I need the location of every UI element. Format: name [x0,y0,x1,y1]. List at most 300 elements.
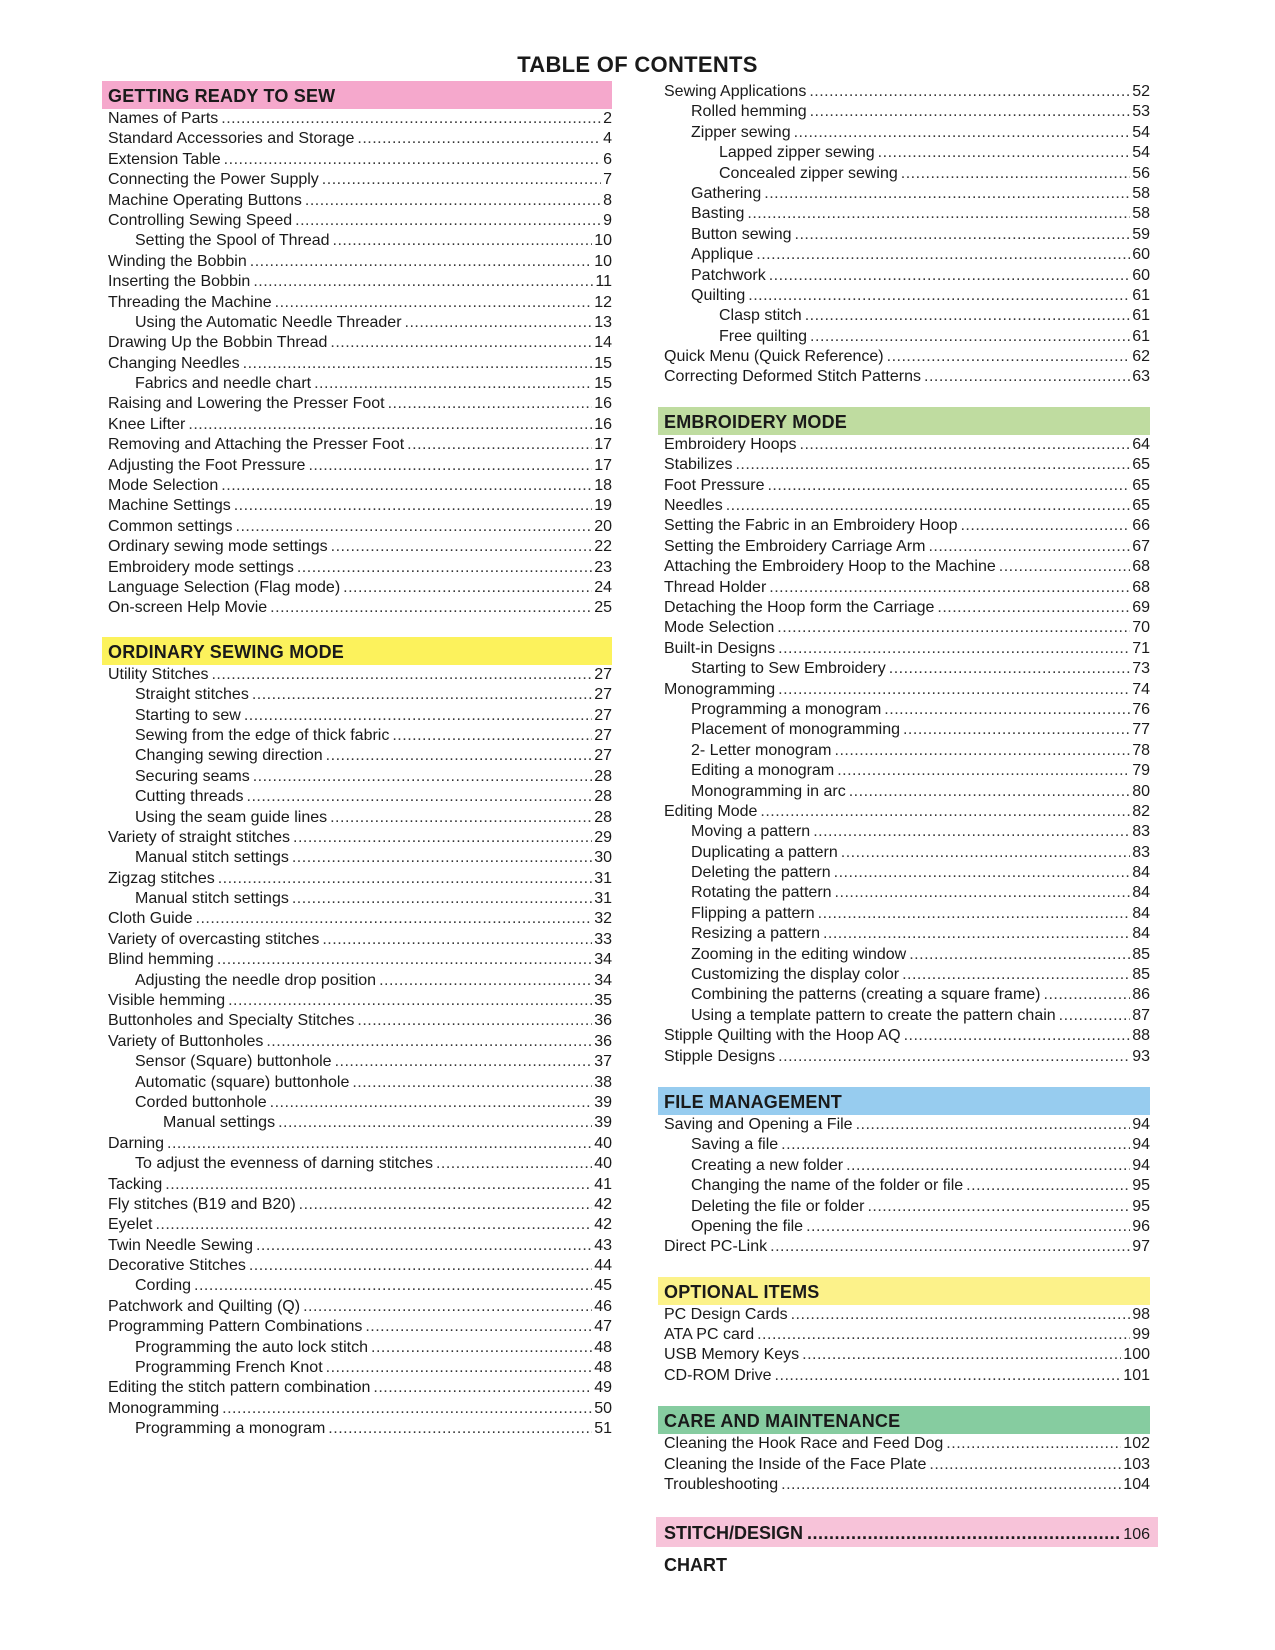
entry-title: Button sewing [691,225,792,243]
toc-entry[interactable] [108,950,612,970]
toc-entry[interactable] [664,82,1150,102]
toc-entry[interactable] [664,286,1150,306]
page-number: 68 [1132,578,1150,596]
toc-entry[interactable] [108,1399,612,1419]
dot-leader [297,558,592,578]
toc-entry[interactable] [108,1134,612,1154]
page-number: 87 [1132,1006,1150,1024]
dot-leader [813,822,1130,842]
section-heading: FILE MANAGEMENT [658,1087,1150,1115]
toc-right-column [664,82,1150,1576]
page-number: 29 [594,828,612,846]
toc-entry[interactable] [664,618,1150,638]
toc-entry[interactable] [664,1434,1150,1454]
entry-title: Common settings [108,517,233,535]
toc-entry[interactable] [108,706,612,726]
page-number: 36 [594,1012,612,1030]
entry-title: Setting the Spool of Thread [135,232,330,250]
entry-title: Standard Accessories and Storage [108,130,355,148]
dot-leader [867,1197,1130,1217]
entry-title: Sensor (Square) buttonhole [135,1053,332,1071]
toc-entry[interactable] [664,720,1150,740]
dot-leader [224,150,601,170]
toc-entry[interactable] [664,761,1150,781]
page-number: 20 [594,517,612,535]
toc-entry[interactable] [108,1073,612,1093]
entry-title: Fabrics and needle chart [135,375,312,393]
entry-title: Editing Mode [664,802,758,820]
page-number: 39 [594,1093,612,1111]
toc-entry[interactable] [108,685,612,705]
page-number: 48 [594,1338,612,1356]
toc-entry[interactable] [108,129,612,149]
entry-title: Stipple Designs [664,1047,776,1065]
toc-entry[interactable] [108,909,612,929]
dot-leader [764,184,1130,204]
page-number: 28 [594,808,612,826]
entry-title: Blind hemming [108,951,214,969]
dot-leader [791,1305,1131,1325]
toc-entry[interactable] [664,1237,1150,1257]
entry-title: 2- Letter monogram [691,741,832,759]
entry-title: Creating a new folder [691,1156,844,1174]
toc-entry[interactable] [108,456,612,476]
toc-entry[interactable] [664,843,1150,863]
toc-section-none [664,82,1150,388]
toc-entry[interactable] [664,476,1150,496]
toc-entry[interactable] [664,741,1150,761]
entry-title: Programming a monogram [135,1420,326,1438]
dot-leader [299,1195,593,1215]
toc-entry[interactable] [108,333,612,353]
entry-title: Language Selection (Flag mode) [108,578,341,596]
dot-leader [165,1175,592,1195]
toc-entry[interactable] [664,680,1150,700]
dot-leader [322,170,601,190]
entry-title: Troubleshooting [664,1476,779,1494]
entry-title: Starting to Sew Embroidery [691,660,886,678]
dot-leader [810,327,1130,347]
entry-title: Patchwork and Quilting (Q) [108,1297,301,1315]
page-number: 22 [594,538,612,556]
entry-title: Correcting Deformed Stitch Patterns [664,368,921,386]
dot-leader [373,1378,592,1398]
toc-entry[interactable] [108,1154,612,1174]
dot-leader [188,415,592,435]
dot-leader [769,266,1131,286]
dot-leader [331,537,593,557]
toc-entry[interactable] [664,1345,1150,1365]
toc-section-optional [664,1277,1150,1387]
toc-entry[interactable] [108,394,612,414]
toc-entry[interactable] [108,1011,612,1031]
entry-title: Deleting the file or folder [691,1197,865,1215]
entry-title: Editing a monogram [691,762,835,780]
dot-leader [837,761,1130,781]
page-number: 94 [1132,1115,1150,1133]
toc-entry[interactable] [108,252,612,272]
page-number: 80 [1132,782,1150,800]
toc-entry[interactable] [664,327,1150,347]
toc-entry[interactable] [664,367,1150,387]
page-number: 102 [1123,1435,1150,1453]
toc-entry[interactable] [108,1317,612,1337]
toc-entry[interactable] [108,1195,612,1215]
dot-leader [335,1052,593,1072]
toc-entry[interactable] [664,965,1150,985]
toc-entry[interactable] [108,476,612,496]
section-gap [108,619,612,637]
toc-entry[interactable] [664,1026,1150,1046]
toc-entry[interactable] [108,1215,612,1235]
page-number: 50 [594,1399,612,1417]
toc-entry[interactable] [664,598,1150,618]
page-number: 77 [1132,721,1150,739]
page-number: 69 [1132,598,1150,616]
entry-title: Lapped zipper sewing [719,144,875,162]
toc-entry[interactable] [664,455,1150,475]
entry-title: Drawing Up the Bobbin Thread [108,334,328,352]
toc-entry[interactable] [108,191,612,211]
page-number: 61 [1132,327,1150,345]
entry-title: Changing the name of the folder or file [691,1177,964,1195]
toc-entry[interactable] [108,293,612,313]
toc-entry[interactable] [108,1113,612,1133]
toc-entry[interactable] [664,102,1150,122]
entry-title: Inserting the Bobbin [108,273,251,291]
toc-entry[interactable] [108,848,612,868]
dot-leader [800,435,1131,455]
page-number: 17 [594,436,612,454]
entry-title: Concealed zipper sewing [719,164,898,182]
entry-title: Ordinary sewing mode settings [108,538,328,556]
page-number: 40 [594,1155,612,1173]
toc-entry[interactable] [108,150,612,170]
entry-title: Removing and Attaching the Presser Foot [108,436,405,454]
page-number: 19 [594,497,612,515]
dot-leader [222,1399,592,1419]
page-number: 18 [594,477,612,495]
page-number: 42 [594,1195,612,1213]
dot-leader [196,909,593,929]
page-number: 53 [1132,103,1150,121]
entry-title: Twin Needle Sewing [108,1236,253,1254]
entry-title: Darning [108,1134,165,1152]
page-number: 33 [594,930,612,948]
entry-title: Manual settings [163,1114,276,1132]
entry-title: Stabilizes [664,456,733,474]
toc-entry[interactable] [664,347,1150,367]
dot-leader [234,496,592,516]
toc-entry[interactable] [664,700,1150,720]
page-number: 101 [1123,1366,1150,1384]
toc-entry[interactable] [664,802,1150,822]
toc-entry[interactable] [108,1032,612,1052]
page-number: 37 [594,1053,612,1071]
toc-entry[interactable] [108,435,612,455]
page-number: 27 [594,747,612,765]
toc-entry[interactable] [664,659,1150,679]
dot-leader [794,123,1131,143]
toc-entry[interactable] [664,184,1150,204]
dot-leader [343,578,592,598]
toc-entry[interactable] [108,1236,612,1256]
entry-title: Monogramming [664,680,776,698]
dot-leader [236,517,593,537]
page-number: 84 [1132,884,1150,902]
dot-leader [846,1156,1130,1176]
dot-leader [856,1115,1131,1135]
toc-entry[interactable] [664,245,1150,265]
dot-leader [252,685,592,705]
toc-entry[interactable] [664,782,1150,802]
dot-leader [270,598,592,618]
toc-entry[interactable] [664,225,1150,245]
dot-leader [221,476,592,496]
page-number: 66 [1132,517,1150,535]
toc-entry[interactable] [108,930,612,950]
toc-entry[interactable] [108,415,612,435]
page-number: 8 [603,191,612,209]
toc-entry[interactable] [664,516,1150,536]
toc-entry[interactable] [108,313,612,333]
dot-leader [878,143,1131,163]
toc-entry[interactable] [108,665,612,685]
toc-entry[interactable] [108,374,612,394]
toc-entry[interactable] [108,869,612,889]
toc-entry[interactable] [108,272,612,292]
dot-leader [405,313,593,333]
toc-section-care [664,1406,1150,1495]
entry-title: Stipple Quilting with the Hoop AQ [664,1027,901,1045]
toc-entry[interactable] [108,1358,612,1378]
toc-entry[interactable] [108,517,612,537]
toc-section-embroidery [664,407,1150,1067]
dot-leader [292,889,592,909]
dot-leader [909,945,1130,965]
dot-leader [884,700,1130,720]
toc-entry[interactable] [664,204,1150,224]
dot-leader [278,1113,592,1133]
toc-entry[interactable] [664,557,1150,577]
page-number: 48 [594,1359,612,1377]
toc-entry[interactable] [664,1006,1150,1026]
entry-title: Combining the patterns (creating a square frame) [691,986,1041,1004]
toc-entry[interactable] [108,828,612,848]
page-number: 85 [1132,945,1150,963]
toc-entry[interactable] [664,863,1150,883]
toc-entry[interactable] [108,746,612,766]
dot-leader [805,306,1131,326]
dot-leader [253,767,592,787]
entry-title: Programming Pattern Combinations [108,1318,363,1336]
entry-title: Quick Menu (Quick Reference) [664,348,884,366]
toc-entry[interactable] [108,537,612,557]
entry-title: Raising and Lowering the Presser Foot [108,395,385,413]
toc-entry[interactable] [664,1455,1150,1475]
page-number: 60 [1132,246,1150,264]
dot-leader [379,971,592,991]
section-gap [664,388,1150,407]
page-number: 43 [594,1236,612,1254]
page-number: 10 [594,232,612,250]
toc-entry[interactable] [664,143,1150,163]
toc-entry[interactable] [108,1093,612,1113]
entry-title: USB Memory Keys [664,1346,800,1364]
toc-entry[interactable] [108,1297,612,1317]
entry-title: Programming French Knot [135,1359,323,1377]
page-number: 27 [594,726,612,744]
entry-title: Embroidery mode settings [108,558,294,576]
page-number: 86 [1132,986,1150,1004]
toc-entry[interactable] [664,578,1150,598]
dot-leader [308,456,592,476]
page-number: 34 [594,971,612,989]
toc-entry[interactable] [664,904,1150,924]
toc-entry[interactable] [108,1052,612,1072]
toc-entry[interactable] [664,1176,1150,1196]
page-number: 99 [1132,1326,1150,1344]
stitch-design-chart-entry[interactable] [656,1517,1158,1576]
toc-entry[interactable] [664,266,1150,286]
dot-leader [330,333,592,353]
dot-leader [244,706,592,726]
entry-title: Cloth Guide [108,910,193,928]
toc-entry[interactable] [664,1475,1150,1495]
toc-entry[interactable] [664,822,1150,842]
toc-entry[interactable] [664,1197,1150,1217]
dot-leader [333,231,593,251]
dot-leader [778,639,1130,659]
section-gap [664,1495,1150,1517]
page-number: 61 [1132,307,1150,325]
page-number: 12 [594,293,612,311]
page-number: 16 [594,415,612,433]
dot-leader [999,557,1130,577]
page-number: 94 [1132,1156,1150,1174]
toc-entry[interactable] [664,306,1150,326]
page-number: 46 [594,1297,612,1315]
entry-title: Monogramming in arc [691,782,846,800]
section-gap [664,1258,1150,1277]
page-number: 84 [1132,864,1150,882]
toc-entry[interactable] [664,1305,1150,1325]
dot-leader [928,537,1130,557]
entry-title: CD-ROM Drive [664,1366,772,1384]
toc-entry[interactable] [108,1276,612,1296]
page-number: 58 [1132,205,1150,223]
toc-entry[interactable] [664,1366,1150,1386]
entry-title: Programming the auto lock stitch [135,1338,368,1356]
entry-title: Winding the Bobbin [108,252,247,270]
dot-leader [270,1093,593,1113]
page-number: 59 [1132,225,1150,243]
toc-entry[interactable] [108,211,612,231]
toc-entry[interactable] [664,639,1150,659]
dot-leader [777,618,1130,638]
dot-leader [901,164,1130,184]
toc-entry[interactable] [108,787,612,807]
page-number: 45 [594,1277,612,1295]
dot-leader [795,225,1131,245]
toc-entry[interactable] [108,889,612,909]
toc-entry[interactable] [108,558,612,578]
dot-leader [305,191,601,211]
toc-entry[interactable] [108,991,612,1011]
toc-entry[interactable] [108,1256,612,1276]
toc-entry[interactable] [664,985,1150,1005]
entry-title: Automatic (square) buttonhole [135,1073,350,1091]
page-number: 28 [594,767,612,785]
dot-leader [357,1011,592,1031]
toc-entry[interactable] [108,726,612,746]
toc-entry[interactable] [664,164,1150,184]
entry-title: Mode Selection [108,477,219,495]
toc-entry[interactable] [108,578,612,598]
toc-entry[interactable] [108,808,612,828]
toc-entry[interactable] [664,1047,1150,1067]
entry-title: Needles [664,497,723,515]
toc-entry[interactable] [664,435,1150,455]
toc-entry[interactable] [664,1217,1150,1237]
dot-leader [889,659,1130,679]
toc-entry[interactable] [664,1115,1150,1135]
toc-entry[interactable] [108,1338,612,1358]
entry-title: Rolled hemming [691,103,807,121]
entry-title: Setting the Fabric in an Embroidery Hoop [664,517,958,535]
toc-entry[interactable] [664,883,1150,903]
toc-entry[interactable] [108,170,612,190]
entry-title: Placement of monogramming [691,721,900,739]
dot-leader [194,1276,592,1296]
toc-entry[interactable] [664,1325,1150,1345]
dot-leader [735,455,1130,475]
entry-title: Machine Settings [108,497,231,515]
toc-entry[interactable] [108,1175,612,1195]
entry-title: Buttonholes and Specialty Stitches [108,1012,355,1030]
toc-entry[interactable] [108,1419,612,1439]
toc-entry[interactable] [108,971,612,991]
toc-entry[interactable] [664,924,1150,944]
entry-title: Adjusting the Foot Pressure [108,456,306,474]
dot-leader [293,828,592,848]
entry-title: Sewing Applications [664,83,807,100]
dot-leader [806,1217,1130,1237]
toc-entry[interactable] [664,537,1150,557]
toc-entry[interactable] [108,109,612,129]
page-number: 97 [1132,1238,1150,1256]
toc-entry[interactable] [108,767,612,787]
page-number: 34 [594,951,612,969]
toc-entry[interactable] [664,496,1150,516]
toc-entry[interactable] [108,1378,612,1398]
toc-entry[interactable] [664,123,1150,143]
toc-entry[interactable] [664,945,1150,965]
page-number: 13 [594,313,612,331]
entry-title: Flipping a pattern [691,904,815,922]
toc-entry[interactable] [664,1156,1150,1176]
toc-entry[interactable] [108,598,612,618]
dot-leader [807,1517,1119,1549]
dot-leader [266,1032,592,1052]
toc-entry[interactable] [108,231,612,251]
toc-entry[interactable] [108,496,612,516]
entry-title: Cleaning the Hook Race and Feed Dog [664,1435,944,1453]
toc-entry[interactable] [664,1135,1150,1155]
page-number: 54 [1132,123,1150,141]
dot-leader [835,741,1131,761]
toc-entry[interactable] [108,354,612,374]
